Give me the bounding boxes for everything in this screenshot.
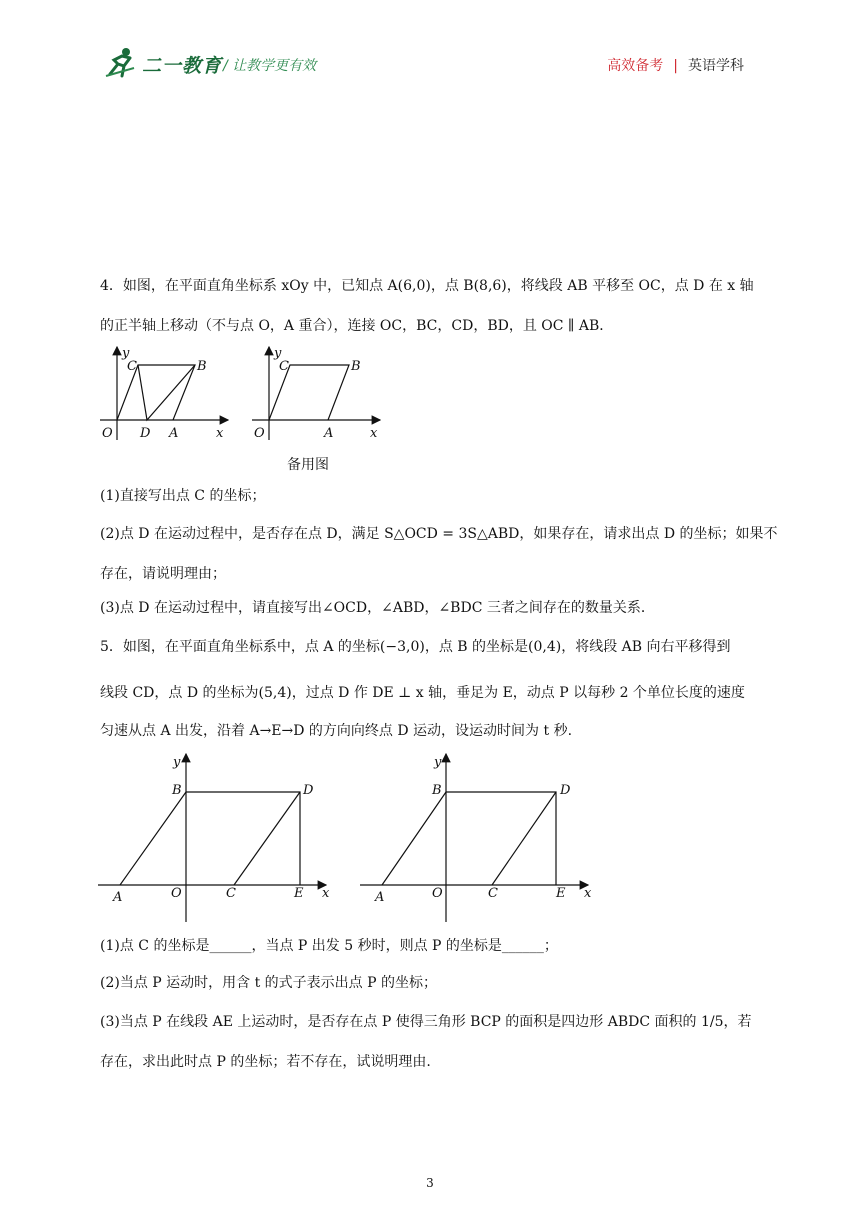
q4-line1: 4．如图，在平面直角坐标系 xOy 中，已知点 A(6,0)，点 B(8,6)，将线段 AB 平移至 OC，点 D 在 x 轴 (100, 278, 754, 294)
spare-figure-caption: 备用图 (287, 457, 329, 473)
q4-line2: 的正半轴上移动（不与点 O，A 重合），连接 OC，BC，CD，BD，且 OC ∥ AB． (100, 318, 614, 334)
q5-figure-left (98, 752, 338, 922)
q5-line3: 匀速从点 A 出发，沿着 A→E→D 的方向向终点 D 运动，设运动时间为 t 秒. (100, 723, 573, 739)
label-x: x (216, 426, 224, 441)
label-B: B (351, 359, 361, 374)
label-E: E (294, 886, 304, 901)
label-x: x (322, 886, 330, 901)
label-A: A (113, 890, 123, 905)
logo-text: 二一教育 (142, 55, 223, 77)
subject-tag (607, 55, 744, 75)
q4-sub2b: 存在，请说明理由； (100, 566, 226, 582)
label-A: A (169, 426, 179, 441)
label-O: O (432, 886, 443, 901)
label-B: B (172, 783, 182, 798)
label-D: D (140, 426, 151, 441)
label-B: B (197, 359, 207, 374)
q4-figure-main (100, 345, 235, 445)
q5-line2: 线段 CD，点 D 的坐标为(5,4)，过点 D 作 DE ⊥ x 轴，垂足为 E，动点 P 以每秒 2 个单位长度的速度 (100, 685, 745, 701)
page-header (0, 0, 860, 100)
label-x: x (370, 426, 378, 441)
label-O: O (102, 426, 113, 441)
q5-line1: 5．如图，在平面直角坐标系中，点 A 的坐标(−3,0)，点 B 的坐标是(0,4)，将线段 AB 向右平移得到 (100, 639, 731, 655)
q4-figure-spare (252, 345, 387, 445)
q5-sub3a: (3)当点 P 在线段 AE 上运动时，是否存在点 P 使得三角形 BCP 的面积是四边形 ABDC 面积的 1/5，若 (100, 1014, 752, 1030)
label-C: C (226, 886, 236, 901)
label-D: D (560, 783, 571, 798)
q5-sub1: (1)点 C 的坐标是______，当点 P 出发 5 秒时，则点 P 的坐标是______； (100, 938, 558, 954)
q5-sub3b: 存在，求出此时点 P 的坐标；若不存在，试说明理由. (100, 1054, 431, 1070)
label-B: B (432, 783, 442, 798)
label-A: A (375, 890, 385, 905)
label-x: x (584, 886, 592, 901)
q5-sub2: (2)当点 P 运动时，用含 t 的式子表示出点 P 的坐标； (100, 975, 437, 991)
label-A: A (324, 426, 334, 441)
label-y: y (173, 755, 181, 770)
label-C: C (279, 359, 289, 374)
label-y: y (434, 755, 442, 770)
runner-logo-icon (104, 46, 140, 78)
tag-right: 英语学科 (688, 58, 744, 74)
tag-separator: | (673, 58, 678, 74)
label-E: E (556, 886, 566, 901)
label-O: O (171, 886, 182, 901)
q4-sub2a: (2)点 D 在运动过程中，是否存在点 D，满足 S△OCD = 3S△ABD，如果存在，请求出点 D 的坐标；如果不 (100, 526, 778, 542)
page-number: 3 (426, 1176, 434, 1190)
label-y: y (122, 346, 130, 361)
q5-figure-right (360, 752, 600, 922)
label-D: D (303, 783, 314, 798)
label-O: O (254, 426, 265, 441)
label-C: C (488, 886, 498, 901)
slogan: / 让教学更有效 (223, 58, 317, 74)
label-y: y (274, 346, 282, 361)
q4-sub1: (1)直接写出点 C 的坐标； (100, 488, 266, 504)
tag-left: 高效备考 (607, 58, 664, 74)
label-C: C (127, 359, 137, 374)
q4-sub3: (3)点 D 在运动过程中，请直接写出∠OCD，∠ABD，∠BDC 三者之间存在的数量关系． (100, 600, 655, 616)
